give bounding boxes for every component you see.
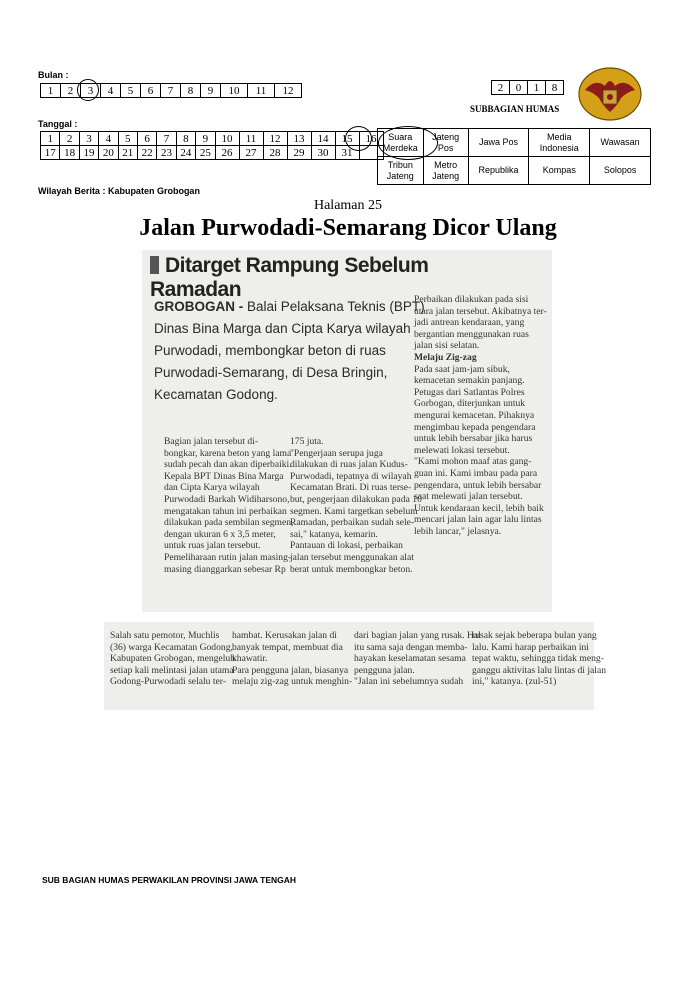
article-text-line: dan Cipta Karya wilayah xyxy=(164,482,260,494)
lead-line: Balai Pelaksana Teknis (BPT) xyxy=(243,299,425,314)
tanggal-cell: 21 xyxy=(118,146,137,160)
bulan-cell: 6 xyxy=(141,84,161,98)
tanggal-cell: 27 xyxy=(239,146,263,160)
article-text-line: utara jalan tersebut. Akibatnya ter- xyxy=(414,305,547,317)
tanggal-cell: 3 xyxy=(79,132,98,146)
article-text-line: Kepala BPT Dinas Bina Marga xyxy=(164,470,284,482)
tanggal-cell: 10 xyxy=(215,132,239,146)
continuation-column-1 xyxy=(110,630,235,688)
article-text-line: sudah pecah dan akan diperbaiki. xyxy=(164,459,292,471)
bulan-cell: 5 xyxy=(121,84,141,98)
kicker-square-icon xyxy=(150,256,159,274)
bulan-cell: 11 xyxy=(248,84,275,98)
year-digit-cell: 8 xyxy=(546,81,564,95)
article-text-line: dengan ukuran 6 x 3,5 meter, xyxy=(164,528,276,540)
article-text-line: untuk ruas jalan tersebut. xyxy=(164,540,261,552)
tanggal-cell: 15 xyxy=(335,132,359,146)
article-text-line: dilakukan pada sembilan segmen, xyxy=(164,517,294,529)
lead-line: Purwodadi, membongkar beton di ruas xyxy=(154,343,386,358)
article-text-line: Para pengguna jalan, biasanya xyxy=(232,664,349,676)
tanggal-cell: 6 xyxy=(137,132,156,146)
article-text-line: pengguna jalan. xyxy=(354,664,415,676)
year-digit-cell: 1 xyxy=(528,81,546,95)
page-number: Halaman 25 xyxy=(313,198,383,213)
tanggal-cell: 16 xyxy=(359,132,383,146)
article-text-line: Ramadan, perbaikan sudah sele- xyxy=(290,517,415,529)
article-text-line: guan ini. Kami imbau pada para xyxy=(414,467,538,479)
lead-line: Dinas Bina Marga dan Cipta Karya wilayah xyxy=(154,321,411,336)
article-text-line: setiap kali melintasi jalan utama xyxy=(110,664,234,676)
article-text-line: jalan sisi selatan. xyxy=(414,340,480,352)
article-text-line: bongkar, karena beton yang lama xyxy=(164,447,292,459)
article-text-line: Pada saat jam-jam sibuk, xyxy=(414,363,510,375)
article-text-line: "Kami mohon maaf atas gang- xyxy=(414,456,532,468)
tanggal-cell: 23 xyxy=(157,146,176,160)
clipping-kicker xyxy=(150,254,460,301)
bulan-cell: 7 xyxy=(161,84,181,98)
media-cell: Jawa Pos xyxy=(468,129,529,157)
bulan-cell: 12 xyxy=(275,84,302,98)
article-text-line: but, pengerjaan dilakukan pada 10 xyxy=(290,493,422,505)
continuation-column-2 xyxy=(232,630,352,688)
article-text-line: dilakukan di ruas jalan Kudus- xyxy=(290,459,408,471)
article-text-line: melaju zig-zag untuk menghin- xyxy=(232,676,353,688)
lead-line: Kecamatan Godong. xyxy=(154,387,278,402)
media-cell: Jateng Pos xyxy=(423,129,468,157)
bulan-selected-circle xyxy=(77,79,99,101)
year-box xyxy=(491,80,564,95)
tanggal-cell: 5 xyxy=(118,132,137,146)
article-text-line: mencari jalan lain agar lalu lintas xyxy=(414,514,542,526)
emblem-logo xyxy=(577,66,643,122)
article-text-line: bergantian menggunakan ruas xyxy=(414,328,529,340)
article-text-line: (36) warga Kecamatan Godong, xyxy=(110,641,233,653)
tanggal-cell: 22 xyxy=(137,146,156,160)
article-text-line: Bagian jalan tersebut di- xyxy=(164,436,259,447)
article-text-line: berat untuk membongkar beton. xyxy=(290,563,413,575)
bulan-cell: 4 xyxy=(101,84,121,98)
tanggal-cell: 18 xyxy=(60,146,79,160)
article-text-line: segmen. Kami targetkan sebelum xyxy=(290,505,418,517)
article-text-line: Petugas dari Satlantas Polres xyxy=(414,386,525,398)
tanggal-cell: 31 xyxy=(335,146,359,160)
media-cell: Wawasan xyxy=(590,129,651,157)
article-text-line: Pemeliharaan rutin jalan masing- xyxy=(164,551,292,563)
bulan-cell: 3 xyxy=(81,84,101,98)
article-text-line: Gorbogan, diterjunkan untuk xyxy=(414,398,526,410)
article-text-line: Perbaikan dilakukan pada sisi xyxy=(414,294,529,305)
wilayah-berita: Wilayah Berita : Kabupaten Grobogan xyxy=(38,186,200,196)
lead-line: Purwodadi-Semarang, di Desa Bringin, xyxy=(154,365,388,380)
media-cell: Suara Merdeka xyxy=(378,129,424,157)
article-text-line: pengendara, untuk lebih bersabar xyxy=(414,479,542,491)
tanggal-cell: 8 xyxy=(176,132,195,146)
tanggal-cell: 25 xyxy=(196,146,215,160)
clipping-column-2 xyxy=(290,436,422,575)
tanggal-selected-circle xyxy=(345,126,372,151)
tanggal-cell: 1 xyxy=(41,132,60,146)
clipping-column-3 xyxy=(414,294,547,537)
bulan-cell: 2 xyxy=(61,84,81,98)
bulan-cell: 9 xyxy=(201,84,221,98)
article-text-line: 175 juta. xyxy=(290,436,324,447)
article-text-line: Kecamatan Brati. Di ruas terse- xyxy=(290,482,412,494)
article-text-line: hayakan keselamatan sesama xyxy=(354,653,466,665)
media-cell: Metro Jateng xyxy=(423,157,468,185)
bulan-cell: 8 xyxy=(181,84,201,98)
clipping-subhead: Melaju Zig-zag xyxy=(414,351,477,363)
article-text-line: jalan tersebut menggunakan alat xyxy=(290,551,414,563)
article-text-line: Purwodadi Barkah Widiharsono, xyxy=(164,493,290,505)
article-text-line: dari bagian jalan yang rusak. Hal xyxy=(354,630,481,641)
tanggal-label: Tanggal : xyxy=(38,119,78,129)
article-text-line: khawatir. xyxy=(232,653,268,665)
article-text-line: Purwodadi, tepatnya di wilayah xyxy=(290,470,412,482)
article-text-line: kemacetan semakin panjang. xyxy=(414,375,525,387)
tanggal-cell: 13 xyxy=(287,132,311,146)
article-text-line: "Jalan ini sebelumnya sudah xyxy=(354,676,464,688)
bulan-cell: 10 xyxy=(221,84,248,98)
bulan-label: Bulan : xyxy=(38,70,69,80)
article-headline: Jalan Purwodadi-Semarang Dicor Ulang xyxy=(139,215,557,241)
article-text-line: saat melewati jalan tersebut. xyxy=(414,491,523,503)
article-text-line: Godong-Purwodadi selalu ter- xyxy=(110,676,226,688)
tanggal-cell: 14 xyxy=(311,132,335,146)
article-text-line: lalu. Kami harap perbaikan ini xyxy=(472,641,589,653)
article-text-line: lebih lancar," jelasnya. xyxy=(414,525,502,537)
article-text-line: mengatakan tahun ini perbaikan xyxy=(164,505,287,517)
article-text-line: Salah satu pemotor, Muchlis xyxy=(110,630,220,641)
clipping-lead xyxy=(154,296,425,406)
tanggal-cell: 17 xyxy=(41,146,60,160)
media-cell: Tribun Jateng xyxy=(378,157,424,185)
media-selected-circle xyxy=(378,126,438,160)
article-text-line: hambat. Kerusakan jalan di xyxy=(232,630,337,641)
news-clipping-continuation xyxy=(104,622,607,710)
article-text-line: Untuk kendaraan kecil, lebih baik xyxy=(414,502,544,514)
media-cell: Solopos xyxy=(590,157,651,185)
tanggal-cell: 19 xyxy=(79,146,98,160)
tanggal-cell: 7 xyxy=(157,132,176,146)
article-text-line: sai," katanya, kemarin. xyxy=(290,528,378,540)
tanggal-cell: 29 xyxy=(287,146,311,160)
article-text-line: itu sama saja dengan memba- xyxy=(354,641,468,653)
article-text-line: melewati lokasi tersebut. xyxy=(414,444,510,456)
article-text-line: mengurai kemacetan. Pihaknya xyxy=(414,409,535,421)
tanggal-cell: 2 xyxy=(60,132,79,146)
year-digit-cell: 0 xyxy=(510,81,528,95)
article-text-line: rusak sejak beberapa bulan yang xyxy=(472,630,597,641)
continuation-column-3 xyxy=(354,630,481,688)
year-digit-cell: 2 xyxy=(492,81,510,95)
article-text-line: jadi antrean kendaraan, yang xyxy=(414,317,525,329)
article-text-line: mengimbau kepada pengendara xyxy=(414,421,536,433)
tanggal-cell: 24 xyxy=(176,146,195,160)
tanggal-cell: 26 xyxy=(215,146,239,160)
bulan-cell: 1 xyxy=(41,84,61,98)
tanggal-cell: 11 xyxy=(239,132,263,146)
article-text-line: untuk lebih bersabar jika harus xyxy=(414,433,533,445)
media-cell: Republika xyxy=(468,157,529,185)
kicker-text: Ditarget Rampung Sebelum Ramadan xyxy=(150,254,429,301)
tanggal-cell: 9 xyxy=(196,132,215,146)
continuation-column-4 xyxy=(472,630,606,688)
tanggal-cell: 30 xyxy=(311,146,335,160)
news-clipping-main xyxy=(142,250,552,612)
article-text-line: ganggu aktivitas lalu lintas di jalan xyxy=(472,664,607,676)
article-text-line: Kabupaten Grobogan, mengeluh xyxy=(110,653,235,665)
article-text-line: banyak tempat, membuat dia xyxy=(232,641,343,653)
tanggal-cell: 4 xyxy=(99,132,118,146)
article-text-line: ini," katanya. (zul-51) xyxy=(472,676,557,688)
page-footer: SUB BAGIAN HUMAS PERWAKILAN PROVINSI JAWA TENGAH xyxy=(42,875,297,885)
article-text-line: tepat waktu, sehingga tidak meng- xyxy=(472,653,604,665)
article-text-line: masing dianggarkan sebesar Rp xyxy=(164,563,286,575)
lead-dateline: GROBOGAN - xyxy=(154,299,244,314)
media-cell: Kompas xyxy=(529,157,590,185)
subbagian-title: SUBBAGIAN HUMAS xyxy=(470,104,560,114)
article-text-line: "Pengerjaan serupa juga xyxy=(290,447,383,459)
clipping-column-1 xyxy=(164,436,293,575)
tanggal-cell: 28 xyxy=(263,146,287,160)
tanggal-cell: 20 xyxy=(99,146,118,160)
article-text-line: Pantauan di lokasi, perbaikan xyxy=(290,540,403,552)
media-cell: Media Indonesia xyxy=(529,129,590,157)
tanggal-cell: 12 xyxy=(263,132,287,146)
tanggal-grid xyxy=(40,131,384,160)
